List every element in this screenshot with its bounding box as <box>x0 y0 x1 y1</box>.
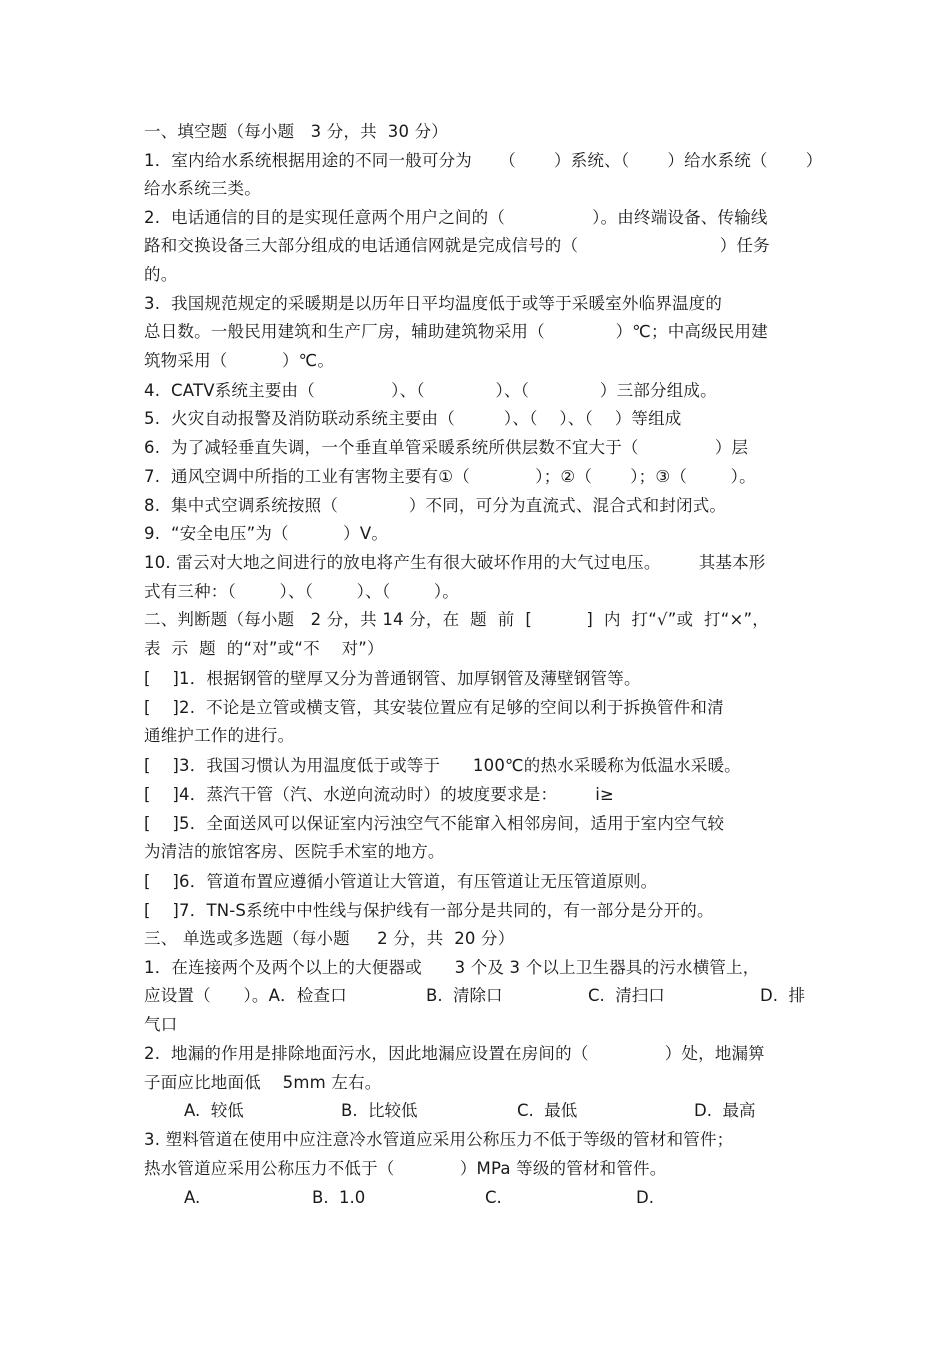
fill-q3-line2: 总日数。一般民用建筑和生产厂房，辅助建筑物采用（ ）℃；中高级民用建 <box>144 322 768 341</box>
choice-c2-option-a: A. 较低 <box>184 1101 244 1120</box>
choice-c3-option-c: C. <box>485 1188 502 1207</box>
choice-c3-option-a: A. <box>184 1188 201 1207</box>
judge-j2-line2: 通维护工作的进行。 <box>144 726 295 745</box>
fill-q10-line2: 式有三种：（ ）、（ ）、（ ）。 <box>144 582 459 601</box>
judge-j1: [ ]1．根据钢管的壁厚又分为普通钢管、加厚钢管及薄壁钢管等。 <box>144 669 641 688</box>
choice-c3-line1: 3. 塑料管道在使用中应注意冷水管道应采用公称压力不低于等级的管材和管件； <box>144 1130 734 1149</box>
fill-q5: 5. 火灾自动报警及消防联动系统主要由（ ）、（ ）、（ ）等组成 <box>144 409 682 428</box>
choice-c3-line2: 热水管道应采用公称压力不低于（ ）MPa 等级的管材和管件。 <box>144 1159 667 1178</box>
choice-c1-line1: 1．在连接两个及两个以上的大便器或 3 个及 3 个以上卫生器具的污水横管上， <box>144 958 760 977</box>
choice-c2-option-c: C. 最低 <box>517 1101 578 1120</box>
section-fill-title: 一、填空题（每小题 3 分，共 30 分） <box>144 122 449 141</box>
fill-q2-line2: 路和交换设备三大部分组成的电话通信网就是完成信号的（ ）任务 <box>144 236 770 255</box>
fill-q1-line2: 给水系统三类。 <box>144 179 261 198</box>
choice-c3-option-d: D. <box>636 1188 654 1207</box>
fill-q3-line1: 3. 我国规范规定的采暖期是以历年日平均温度低于或等于采暖室外临界温度的 <box>144 294 723 313</box>
fill-q4: 4. CATV系统主要由（ ）、（ ）、（ ）三部分组成。 <box>144 381 717 400</box>
fill-q8: 8. 集中式空调系统按照（ ）不同，可分为直流式、混合式和封闭式。 <box>144 496 727 515</box>
judge-j5-line1: [ ]5．全面送风可以保证室内污浊空气不能窜入相邻房间，适用于室内空气较 <box>144 814 725 833</box>
judge-j7: [ ]7．TN-S系统中中性线与保护线有一部分是共同的，有一部分是分开的。 <box>144 901 714 920</box>
fill-q1-line1: 1．室内给水系统根据用途的不同一般可分为 （ ）系统、（ ）给水系统（ ） <box>144 151 823 170</box>
choice-c1-option-d: D. 排 <box>760 986 805 1005</box>
choice-c1-stem: 应设置（ ）。A．检查口 <box>144 986 347 1005</box>
choice-c3-option-b: B. 1.0 <box>312 1188 366 1207</box>
judge-j3: [ ]3．我国习惯认为用温度低于或等于 100℃的热水采暖称为低温水采暖。 <box>144 756 741 775</box>
judge-j4: [ ]4．蒸汽干管（汽、水逆向流动时）的坡度要求是： i≥ <box>144 785 615 804</box>
fill-q7: 7. 通风空调中所指的工业有害物主要有①（ ）；②（ ）；③（ ）。 <box>144 467 756 486</box>
fill-q10-line1: 10. 雷云对大地之间进行的放电将产生有很大破坏作用的大气过电压。 其基本形 <box>144 553 766 572</box>
judge-j2-line1: [ ]2. 不论是立管或横支管，其安装位置应有足够的空间以利于拆换管件和清 <box>144 698 724 717</box>
judge-j6: [ ]6．管道布置应遵循小管道让大管道，有压管道让无压管道原则。 <box>144 872 658 891</box>
fill-q6: 6. 为了减轻垂直失调，一个垂直单管采暖系统所供层数不宜大于（ ）层 <box>144 438 749 457</box>
fill-q9: 9. “安全电压”为（ ）V。 <box>144 524 389 543</box>
section-judge-title-line1: 二、判断题（每小题 2 分，共 14 分，在 题 前 [ ] 内 打“√”或 打“×”， <box>144 610 769 629</box>
choice-c1-option-b: B. 清除口 <box>426 986 503 1005</box>
choice-c1-option-c: C. 清扫口 <box>588 986 665 1005</box>
fill-q3-line3: 筑物采用（ ）℃。 <box>144 351 335 370</box>
section-judge-title-line2: 表 示 题 的“对”或“不 对”） <box>144 639 384 658</box>
choice-c2-line1: 2. 地漏的作用是排除地面污水，因此地漏应设置在房间的（ ）处，地漏箅 <box>144 1044 765 1063</box>
section-choice-title: 三、 单选或多选题（每小题 2 分，共 20 分） <box>144 929 515 948</box>
choice-c2-line2: 子面应比地面低 5mm 左右。 <box>144 1073 382 1092</box>
judge-j5-line2: 为清洁的旅馆客房、医院手术室的地方。 <box>144 842 445 861</box>
fill-q2-line1: 2. 电话通信的目的是实现任意两个用户之间的（ ）。由终端设备、传输线 <box>144 208 768 227</box>
fill-q2-line3: 的。 <box>144 265 178 284</box>
choice-c1-line3: 气口 <box>144 1015 178 1034</box>
choice-c2-option-b: B. 比较低 <box>341 1101 418 1120</box>
choice-c2-option-d: D. 最高 <box>694 1101 756 1120</box>
